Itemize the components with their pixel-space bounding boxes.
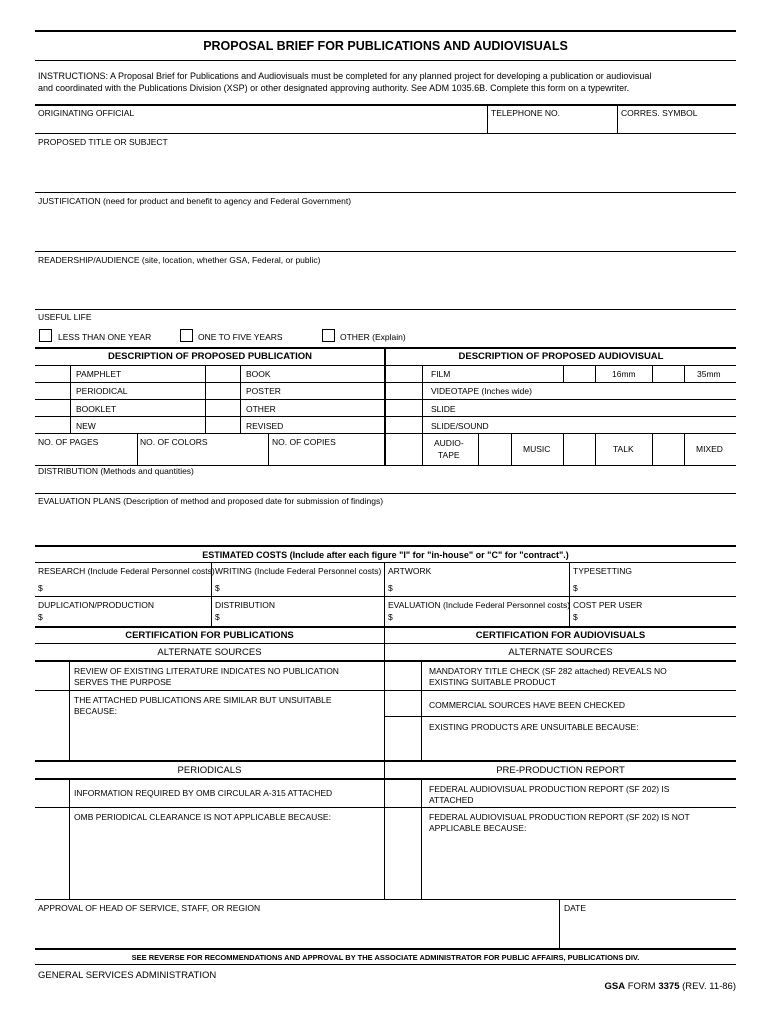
page-title: PROPOSAL BRIEF FOR PUBLICATIONS AND AUDIOVISUALS [203, 39, 568, 53]
videotape-label: VIDEOTAPE (Inches wide) [431, 386, 532, 396]
talk-label: TALK [613, 444, 634, 454]
booklet-label: BOOKLET [76, 404, 117, 414]
35mm-checkbox[interactable] [653, 366, 683, 381]
writing-dollar: $ [215, 583, 220, 593]
proposed-title-field[interactable] [36, 150, 735, 190]
typesetting-cost-field[interactable] [581, 581, 733, 594]
audiovisual-heading: DESCRIPTION OF PROPOSED AUDIOVISUAL [458, 351, 664, 362]
av-title-check-checkbox[interactable] [386, 662, 420, 689]
less-than-one-year-checkbox[interactable] [39, 329, 52, 342]
originating-official-label: ORIGINATING OFFICIAL [38, 108, 135, 118]
research-dollar: $ [38, 583, 43, 593]
other-label: OTHER [246, 404, 276, 414]
evaluation-cost-label: EVALUATION (Include Federal Personnel costs) [388, 600, 571, 610]
approval-date-field[interactable] [561, 916, 735, 946]
agency-name: GENERAL SERVICES ADMINISTRATION [38, 970, 217, 981]
poster-checkbox[interactable] [206, 383, 239, 398]
poster-label: POSTER [246, 386, 281, 396]
publication-heading: DESCRIPTION OF PROPOSED PUBLICATION [107, 351, 313, 362]
other-checkbox[interactable] [206, 400, 239, 415]
av-title-check-line-1: MANDATORY TITLE CHECK (SF 282 attached) REVEALS NO [429, 666, 667, 676]
no-of-copies-label: NO. OF COPIES [272, 437, 336, 447]
no-of-pages-label: NO. OF PAGES [38, 437, 99, 447]
distribution-cost-label: DISTRIBUTION [215, 600, 275, 610]
talk-checkbox[interactable] [564, 434, 594, 464]
typesetting-dollar: $ [573, 583, 578, 593]
pamphlet-label: PAMPHLET [76, 369, 122, 379]
preproduction-heading: PRE-PRODUCTION REPORT [496, 765, 625, 776]
corres-symbol-label: CORRES. SYMBOL [621, 108, 698, 118]
typesetting-label: TYPESETTING [573, 566, 633, 576]
useful-life-label: USEFUL LIFE [38, 312, 92, 322]
less-than-one-year-label: LESS THAN ONE YEAR [58, 332, 152, 342]
corres-symbol-field[interactable] [619, 120, 735, 132]
videotape-checkbox[interactable] [387, 383, 421, 398]
booklet-checkbox[interactable] [36, 400, 69, 415]
proposed-title-label: PROPOSED TITLE OR SUBJECT [38, 137, 168, 147]
av-sf202-attached-line-2: ATTACHED [429, 795, 474, 805]
form-rev: (REV. 11-86) [679, 981, 736, 992]
periodical-label: PERIODICAL [76, 386, 128, 396]
instructions-line-1: INSTRUCTIONS: A Proposal Brief for Publications and Audiovisuals must be completed for any planned project for developing a publication or audiovisual [38, 71, 652, 81]
new-label: NEW [76, 421, 96, 431]
film-checkbox[interactable] [387, 366, 421, 381]
pub-review-checkbox[interactable] [36, 662, 68, 689]
one-to-five-years-checkbox[interactable] [180, 329, 193, 342]
form-number [599, 970, 736, 992]
other-explain-checkbox[interactable] [322, 329, 335, 342]
pub-omb-attached-label: INFORMATION REQUIRED BY OMB CIRCULAR A-315 ATTACHED [74, 788, 333, 798]
duplication-cost-field[interactable] [46, 610, 208, 623]
artwork-cost-field[interactable] [396, 581, 566, 594]
originating-official-field[interactable] [36, 120, 486, 132]
audiotape-checkbox[interactable] [387, 434, 421, 464]
av-sf202-not-applicable-checkbox[interactable] [386, 808, 420, 898]
justification-label: JUSTIFICATION (need for product and benefit to agency and Federal Government) [38, 196, 352, 206]
music-label: MUSIC [523, 444, 551, 454]
periodical-checkbox[interactable] [36, 383, 69, 398]
revised-label: REVISED [246, 421, 284, 431]
16mm-label: 16mm [612, 369, 636, 379]
pub-similar-line-2: BECAUSE: [74, 706, 117, 716]
new-checkbox[interactable] [36, 417, 69, 432]
research-label: RESEARCH (Include Federal Personnel costs) [38, 566, 215, 576]
slide-checkbox[interactable] [387, 400, 421, 415]
pub-review-line-1: REVIEW OF EXISTING LITERATURE INDICATES NO PUBLICATION [74, 666, 339, 676]
research-cost-field[interactable] [46, 581, 208, 594]
slide-label: SLIDE [431, 404, 456, 414]
pub-omb-attached-checkbox[interactable] [36, 780, 68, 806]
av-unsuitable-checkbox[interactable] [386, 717, 420, 759]
date-label: DATE [564, 903, 587, 913]
film-label: FILM [431, 369, 451, 379]
see-reverse-notice: SEE REVERSE FOR RECOMMENDATIONS AND APPROVAL BY THE ASSOCIATE ADMINISTRATOR FOR PUBLIC AFFAIRS, PUBLICATIONS DIV. [131, 953, 640, 962]
justification-field[interactable] [36, 209, 735, 249]
distribution-cost-field[interactable] [223, 610, 381, 623]
av-commercial-label: COMMERCIAL SOURCES HAVE BEEN CHECKED [429, 700, 626, 710]
evaluation-plans-field[interactable] [36, 508, 735, 544]
audio-label: AUDIO- [434, 438, 464, 448]
pub-similar-checkbox[interactable] [36, 691, 68, 759]
pub-omb-not-applicable-label: OMB PERIODICAL CLEARANCE IS NOT APPLICABLE BECAUSE: [74, 812, 331, 822]
revised-checkbox[interactable] [206, 417, 239, 432]
instructions-line-2: and coordinated with the Publications Division (XSP) or other designated approving authority. See ADM 1035.6B. Complete this form on a typewriter. [38, 83, 630, 93]
35mm-label: 35mm [697, 369, 721, 379]
av-unsuitable-label: EXISTING PRODUCTS ARE UNSUITABLE BECAUSE: [429, 722, 639, 732]
evaluation-dollar: $ [388, 612, 393, 622]
no-of-colors-label: NO. OF COLORS [140, 437, 208, 447]
av-sf202-not-applicable-line-2: APPLICABLE BECAUSE: [429, 823, 527, 833]
mixed-label: MIXED [696, 444, 723, 454]
16mm-checkbox[interactable] [564, 366, 594, 381]
cost-per-user-label: COST PER USER [573, 600, 643, 610]
cert-av-alt-sources: ALTERNATE SOURCES [508, 647, 613, 658]
mixed-checkbox[interactable] [653, 434, 683, 464]
other-explain-label: OTHER (Explain) [340, 332, 406, 342]
artwork-label: ARTWORK [388, 566, 432, 576]
av-sf202-not-applicable-line-1: FEDERAL AUDIOVISUAL PRODUCTION REPORT (SF 202) IS NOT [429, 812, 690, 822]
form-number-value: 3375 [658, 981, 680, 992]
estimated-costs-heading: ESTIMATED COSTS (Include after each figure "I" for "in-house" or "C" for "contract".) [202, 550, 569, 560]
cost-per-user-dollar: $ [573, 612, 578, 622]
cert-av-heading: CERTIFICATION FOR AUDIOVISUALS [475, 630, 646, 641]
av-title-check-line-2: EXISTING SUITABLE PRODUCT [429, 677, 556, 687]
evaluation-plans-label: EVALUATION PLANS (Description of method and proposed date for submission of findings) [38, 496, 384, 506]
readership-label: READERSHIP/AUDIENCE (site, location, whether GSA, Federal, or public) [38, 255, 321, 265]
periodicals-heading: PERIODICALS [177, 765, 242, 776]
slide-sound-checkbox[interactable] [387, 417, 421, 432]
telephone-field[interactable] [489, 120, 615, 132]
book-label: BOOK [246, 369, 271, 379]
pub-review-line-2: SERVES THE PURPOSE [74, 677, 172, 687]
cert-pub-heading: CERTIFICATION FOR PUBLICATIONS [125, 630, 294, 641]
duplication-dollar: $ [38, 612, 43, 622]
book-checkbox[interactable] [206, 366, 239, 381]
av-commercial-checkbox[interactable] [386, 691, 420, 715]
evaluation-cost-field[interactable] [396, 610, 566, 623]
cert-pub-alt-sources: ALTERNATE SOURCES [157, 647, 262, 658]
av-sf202-attached-checkbox[interactable] [386, 780, 420, 806]
duplication-label: DUPLICATION/PRODUCTION [38, 600, 155, 610]
writing-cost-field[interactable] [223, 581, 381, 594]
pamphlet-checkbox[interactable] [36, 366, 69, 381]
telephone-label: TELEPHONE NO. [491, 108, 560, 118]
pub-omb-not-applicable-checkbox[interactable] [36, 808, 68, 898]
artwork-dollar: $ [388, 583, 393, 593]
slide-sound-label: SLIDE/SOUND [431, 421, 489, 431]
readership-field[interactable] [36, 268, 735, 306]
cost-per-user-field[interactable] [581, 610, 733, 623]
form-gsa: GSA [604, 981, 626, 992]
distribution-label: DISTRIBUTION (Methods and quantities) [38, 466, 194, 476]
distribution-dollar: $ [215, 612, 220, 622]
pub-similar-line-1: THE ATTACHED PUBLICATIONS ARE SIMILAR BUT UNSUITABLE [74, 695, 332, 705]
approval-signature-field[interactable] [36, 916, 556, 946]
distribution-field[interactable] [36, 477, 735, 491]
av-sf202-attached-line-1: FEDERAL AUDIOVISUAL PRODUCTION REPORT (SF 202) IS [429, 784, 670, 794]
writing-label: WRITING (Include Federal Personnel costs) [215, 566, 382, 576]
one-to-five-years-label: ONE TO FIVE YEARS [198, 332, 283, 342]
tape-label: TAPE [438, 450, 460, 460]
approval-label: APPROVAL OF HEAD OF SERVICE, STAFF, OR REGION [38, 903, 261, 913]
music-checkbox[interactable] [479, 434, 510, 464]
form-word: FORM [625, 981, 659, 992]
